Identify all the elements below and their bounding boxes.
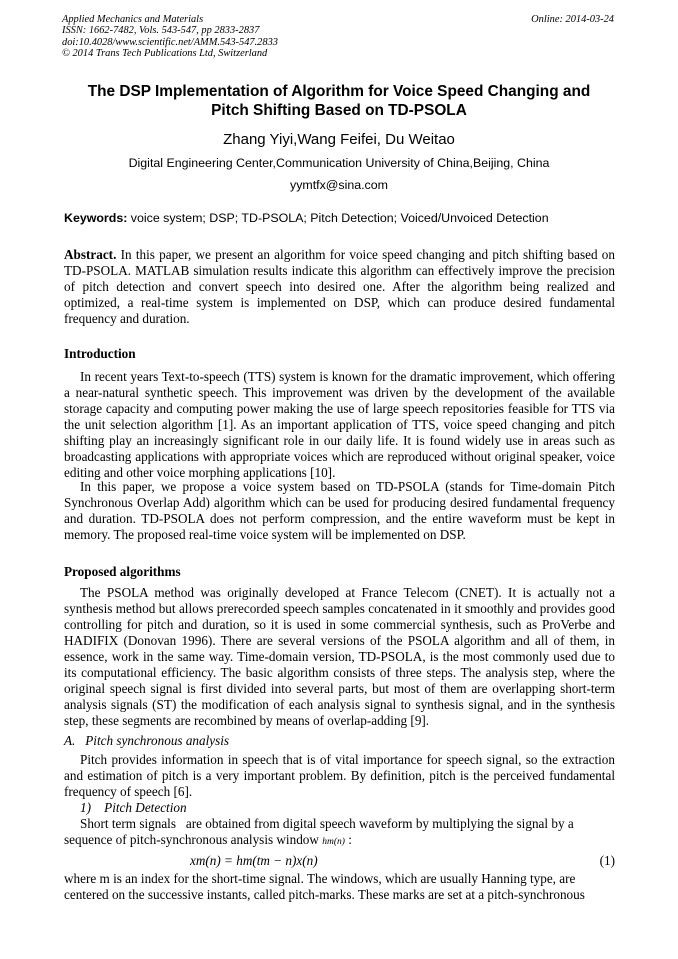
introduction-paragraph-2: In this paper, we propose a voice system based on TD-PSOLA (stands for Time-domain Pitch Synchronous Overlap Add) algorithm which can be used for producing desired fundamental frequency and duration. TD-PSOLA does not perform compression, and the entire waveform must be kept in memory. The proposed real-time voice system will be implemented on DSP. [64,479,615,542]
journal-name: Applied Mechanics and Materials [62,14,204,25]
abstract-text: In this paper, we present an algorithm for voice speed changing and pitch shifting based on TD-PSOLA. MATLAB simulation results indicate this algorithm can effectively improve the precision of pitch detection and convert speech into desired one. After the algorithm being realized and optimized, a real-time system is implemented on DSP, which can produce desired fundamental frequency and duration. [64,247,615,326]
journal-doi: doi:10.4028/www.scientific.net/AMM.543-547.2833 [62,36,278,48]
journal-copyright: © 2014 Trans Tech Publications Ltd, Switzerland [62,47,268,59]
journal-issn: ISSN: 1662-7482, Vols. 543-547, pp 2833-2837 [62,25,260,37]
pitch-detection-text: sequence of pitch-synchronous analysis window [64,832,323,847]
proposed-paragraph-1: The PSOLA method was originally developed at France Telecom (CNET). It is actually not a synthesis method but allows prerecorded speech samples concatenated in it smoothly and provides good controlling for pitch and duration, so it is used in some commercial synthesis, such as ProVerbe and HADIFIX (Donovan 1996). There are several versions of the PSOLA algorithm and all of them, in essence, work in the same way. Time-domain version, TD-PSOLA, is the most commonly used due to its computational efficiency. The basic algorithm consists of three steps. The analysis step, where the original speech signal is first divided into several parts, but most of them are overlapping short-term analysis signals (ST) the modification of each analysis signal to synthesis signal, and in the synthesis step, these segments are recombined by means of overlap-adding [9]. [64,585,615,728]
subsection-a-heading: A. Pitch synchronous analysis [64,733,230,748]
affiliation: Digital Engineering Center,Communication University of China,Beijing, China [128,156,550,170]
window-description-line-2: centered on the successive instants, called pitch-marks. These marks are set at a pitch-synchronous [64,887,585,902]
equation-number: (1) [599,853,615,868]
keywords [64,211,616,226]
pitch-detection-line-1: Short term signals are obtained from digital speech waveform by multiplying the signal by a [80,816,574,831]
equation-1: xm(n) = hm(tm − n)x(n) [190,853,318,868]
authors: Zhang Yiyi,Wang Feifei, Du Weitao [223,131,455,148]
journal-header [62,14,614,59]
online-date: Online: 2014-03-24 [531,14,614,25]
keywords-label: Keywords: [64,211,128,225]
abstract-label: Abstract. [64,247,117,262]
pitch-detection-line-2 [64,832,615,850]
author-email: yymtfx@sina.com [290,178,388,192]
title-line-1: The DSP Implementation of Algorithm for Voice Speed Changing and [87,83,591,100]
window-symbol: hm(n) [322,837,345,847]
paper-title [40,82,638,120]
pitch-analysis-paragraph: Pitch provides information in speech that is of vital importance for speech signal, so the extraction and estimation of pitch is a very important problem. By definition, pitch is the perceived fundamental frequency of speech [6]. [64,752,615,799]
introduction-paragraph-1: In recent years Text-to-speech (TTS) system is known for the dramatic improvement, which offering a near-natural synthetic speech. This improvement was driven by the development of the available storage capacity and computing power making the use of large speech repositories feasible for TTS via the unit selection algorithm [1]. As an important application of TTS, voice speed changing and pitch shifting play an increasingly significant role in our daily life. It is found widely use in areas such as broadcasting applications with appropriate voices which are reproduced without original speaker, voice editing and other voice morphing applications [10]. [64,369,615,480]
pitch-detection-colon: : [344,832,352,847]
proposed-heading: Proposed algorithms [64,564,181,579]
window-description-line-1: where m is an index for the short-time signal. The windows, which are usually Hanning type, are [64,871,576,886]
introduction-heading: Introduction [64,346,136,361]
abstract [64,247,615,327]
title-line-2: Pitch Shifting Based on TD-PSOLA [211,102,467,119]
subsection-1-heading: 1) Pitch Detection [80,800,187,815]
keywords-text: voice system; DSP; TD-PSOLA; Pitch Detection; Voiced/Unvoiced Detection [127,211,549,225]
